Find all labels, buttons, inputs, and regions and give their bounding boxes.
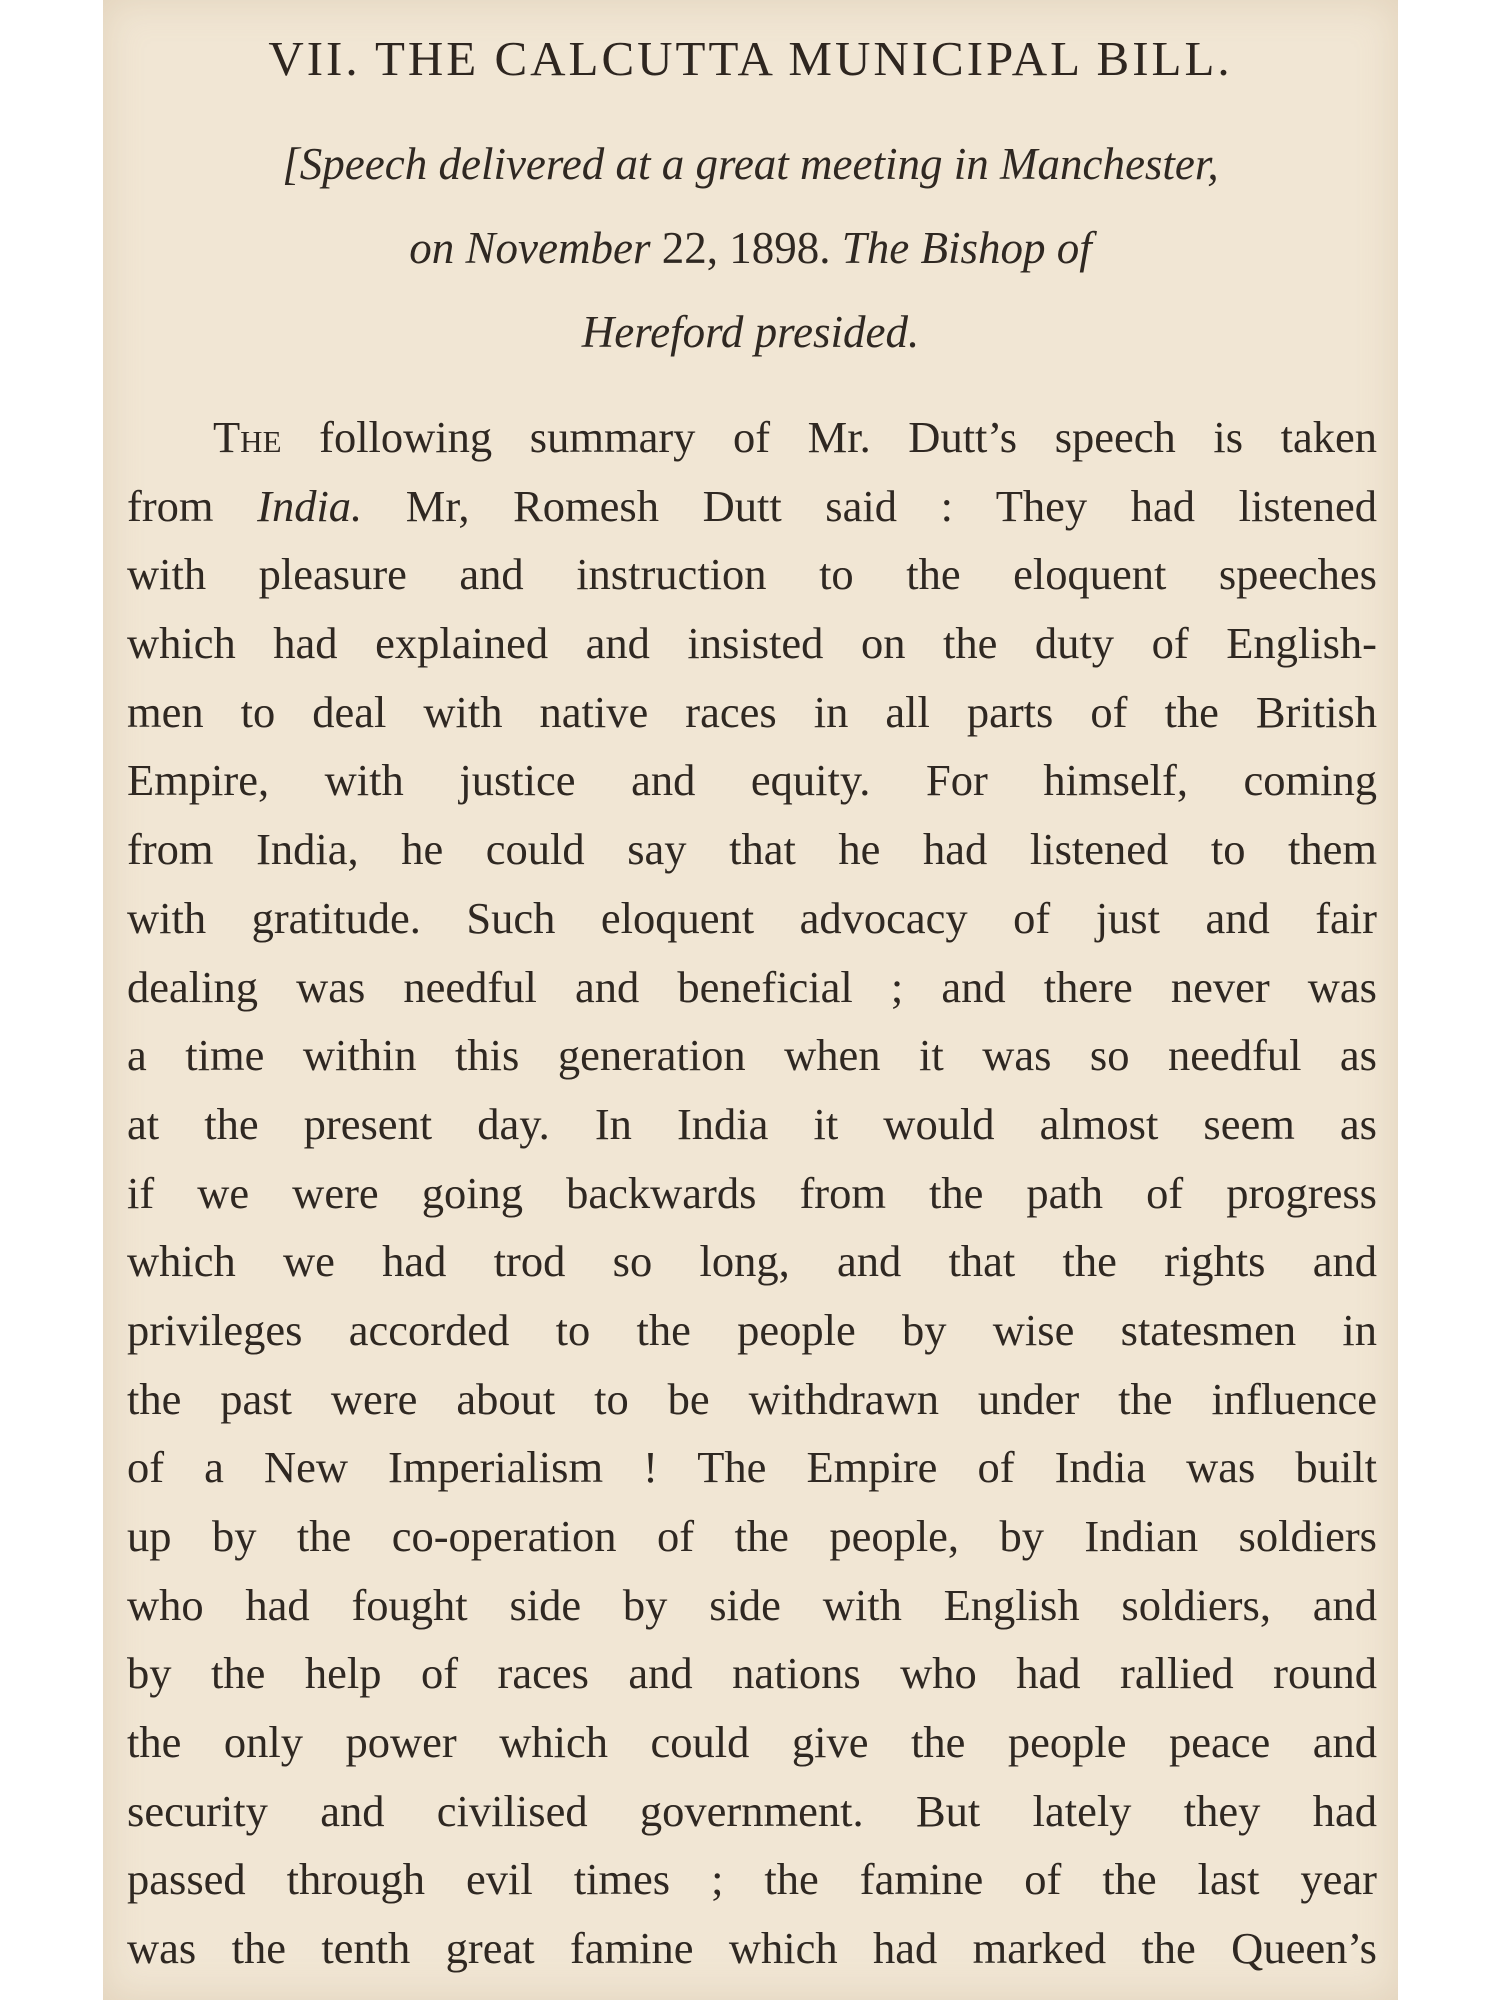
body-line: the past were about to be withdrawn under the influence xyxy=(127,1373,1377,1424)
body-line xyxy=(127,472,1377,541)
chapter-heading: VII. THE CALCUTTA MUNICIPAL BILL. xyxy=(268,31,1233,86)
intro-line-2-start: on November xyxy=(409,223,651,273)
speech-body xyxy=(127,403,1377,1983)
body-line: of a New Imperialism ! The Empire of India was built xyxy=(127,1442,1377,1493)
body-line: with gratitude. Such eloquent advocacy of just and fair xyxy=(127,892,1377,943)
intro-date: 22, 1898. xyxy=(661,223,831,273)
body-line: passed through evil times ; the famine of the last year xyxy=(127,1854,1377,1905)
body-line: privileges accorded to the people by wise statesmen in xyxy=(127,1304,1377,1355)
body-line: dealing was needful and beneficial ; and there never was xyxy=(127,961,1377,1012)
book-page xyxy=(103,0,1398,2000)
body-text-fragment: Mr, Romesh Dutt said : They had listened xyxy=(405,480,1377,531)
drop-word: The xyxy=(213,412,282,462)
intro-line-3: Hereford presided. xyxy=(581,307,920,357)
body-text-fragment: from xyxy=(127,480,214,531)
body-line: if we were going backwards from the path of progress xyxy=(127,1167,1377,1218)
intro-line-1: [Speech delivered at a great meeting in Manchester, xyxy=(282,139,1219,189)
body-line: at the present day. In India it would almost seem as xyxy=(127,1098,1377,1149)
body-line-rest: following summary of Mr. Dutt’s speech is taken xyxy=(319,412,1377,462)
body-line: Empire, with justice and equity. For himself, coming xyxy=(127,755,1377,806)
body-line: a time within this generation when it was so needful as xyxy=(127,1030,1377,1081)
body-line xyxy=(127,403,1377,472)
body-line: which had explained and insisted on the duty of English- xyxy=(127,618,1377,669)
publication-title: India. xyxy=(257,480,363,531)
body-line: with pleasure and instruction to the eloquent speeches xyxy=(127,549,1377,600)
body-line: was the tenth great famine which had marked the Queen’s xyxy=(127,1923,1377,1974)
intro-line-2-end: The Bishop of xyxy=(841,223,1092,273)
body-line: men to deal with native races in all parts of the British xyxy=(127,686,1377,737)
body-line: who had fought side by side with English soldiers, and xyxy=(127,1579,1377,1630)
body-line: which we had trod so long, and that the rights and xyxy=(127,1236,1377,1287)
intro-line-2 xyxy=(103,222,1398,274)
body-line: from India, he could say that he had listened to them xyxy=(127,824,1377,875)
body-line: by the help of races and nations who had rallied round xyxy=(127,1648,1377,1699)
body-line: up by the co-operation of the people, by Indian soldiers xyxy=(127,1511,1377,1561)
body-line: the only power which could give the people peace and xyxy=(127,1717,1377,1768)
body-line: security and civilised government. But lately they had xyxy=(127,1785,1377,1836)
